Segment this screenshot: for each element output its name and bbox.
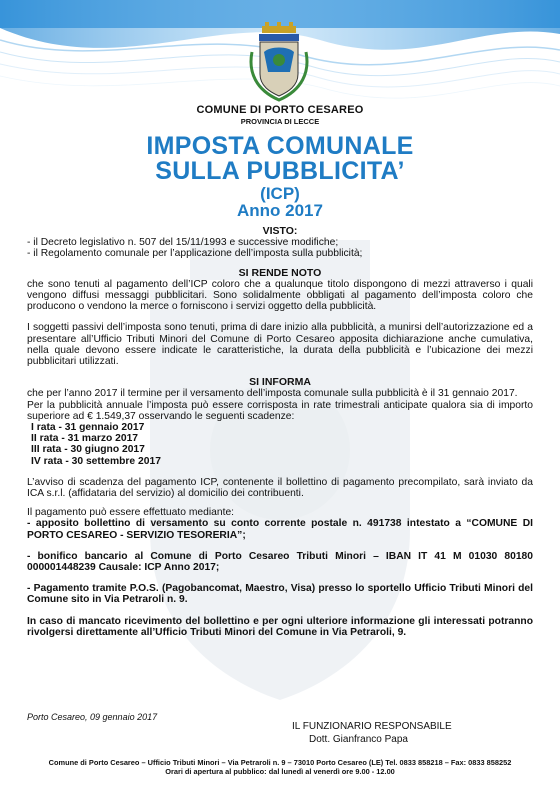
installment-item: II rata - 31 marzo 2017	[31, 433, 139, 445]
title-line-4: Anno 2017	[237, 201, 323, 220]
payment-method: - apposito bollettino di versamento su conto corrente postale n. 491738 intestato a “COMUNE DI PORTO CESAREO - SERVIZIO TESORERIA”;	[27, 518, 533, 541]
informa-heading: SI INFORMA	[249, 376, 311, 389]
visto-heading: VISTO:	[262, 225, 298, 237]
informa-paragraph: che per l’anno 2017 il termine per il versamento dell’imposta comunale sulla pubblicità è il 31 gennaio 2017.	[27, 388, 518, 400]
informa-paragraph: L’avviso di scadenza del pagamento ICP, contenente il bollettino di pagamento precompilato, sarà inviato da ICA s.r.l. (affidataria del servizio) al domicilio dei contribuenti.	[27, 476, 533, 500]
signer-name: Dott. Gianfranco Papa	[309, 734, 408, 745]
notice-body	[27, 226, 533, 638]
rende-noto-paragraph: che sono tenuti al pagamento dell’ICP coloro che a qualunque titolo dispongono di mezzi attraverso i quali vengono diffusi messaggi pubblicitari. Sono solidalmente obbligati al pagamento dell’imposta coloro che producono o vendono la merce o forniscono i servizi oggetto della pubblicità.	[27, 278, 533, 313]
document-date: Porto Cesareo, 09 gennaio 2017	[27, 712, 158, 722]
installment-item: IV rata - 30 settembre 2017	[31, 455, 161, 467]
province-name: PROVINCIA DI LECCE	[240, 117, 320, 126]
footer-contacts: Comune di Porto Cesareo – Ufficio Tributi Minori – Via Petraroli n. 9 – 73010 Porto Cesareo (LE) Tel. 0833 858218 – Fax: 0833 858252	[48, 758, 512, 767]
informa-paragraph: Il pagamento può essere effettuato mediante:	[27, 507, 235, 519]
footer	[0, 758, 560, 776]
title-line-2: SULLA PUBBLICITA’	[155, 157, 405, 185]
visto-item: - il Decreto legislativo n. 507 del 15/11/1993 e successive modifiche;	[27, 237, 339, 249]
document-title	[0, 134, 560, 219]
footer-hours: Orari di apertura al pubblico: dal lunedì al venerdì ore 9.00 - 12.00	[165, 767, 395, 776]
informa-paragraph: Per la pubblicità annuale l’imposta può essere corrisposta in rate trimestrali anticipate qualora sia di importo superiore ad € 1.549,37 osservando le seguenti scadenze:	[27, 399, 533, 422]
municipal-crest-logo	[246, 22, 312, 102]
payment-method: - bonifico bancario al Comune di Porto Cesareo Tributi Minori – IBAN IT 41 M 01030 80180 000001448239 Causale: ICP Anno 2017;	[27, 550, 533, 574]
rende-noto-paragraph: I soggetti passivi dell’imposta sono tenuti, prima di dare inizio alla pubblicità, a munirsi dell’autorizzazione ed a presentare all’Ufficio Tributi Minori del Comune di Porto Cesareo apposita dichiarazione anche cumulativa, nella quale devono essere indicate le caratteristiche, la durata della pubblicità e l’ubicazione dei mezzi pubblicitari utilizzati.	[27, 322, 533, 368]
title-line-3: (ICP)	[260, 184, 300, 203]
contact-paragraph: In caso di mancato ricevimento del bollettino e per ogni ulteriore informazione gli interessati potranno rivolgersi direttamente all’Ufficio Tributi Minori del Comune in Via Petraroli, 9.	[27, 615, 533, 638]
rende-noto-heading: SI RENDE NOTO	[238, 266, 322, 279]
municipality-name: COMUNE DI PORTO CESAREO	[196, 104, 364, 116]
installment-item: I rata - 31 gennaio 2017	[31, 422, 145, 434]
title-line-1: IMPOSTA COMUNALE	[146, 132, 414, 160]
signer-role: IL FUNZIONARIO RESPONSABILE	[292, 721, 452, 732]
municipality-header	[0, 104, 560, 126]
visto-item: - il Regolamento comunale per l’applicazione dell’imposta sulla pubblicità;	[27, 248, 363, 260]
payment-method: - Pagamento tramite P.O.S. (Pagobancomat, Maestro, Visa) presso lo sportello Ufficio Tributi Minori del Comune sito in Via Petraroli n. 9.	[27, 583, 533, 606]
installment-item: III rata - 30 giugno 2017	[31, 444, 145, 456]
signature-block	[292, 720, 452, 746]
